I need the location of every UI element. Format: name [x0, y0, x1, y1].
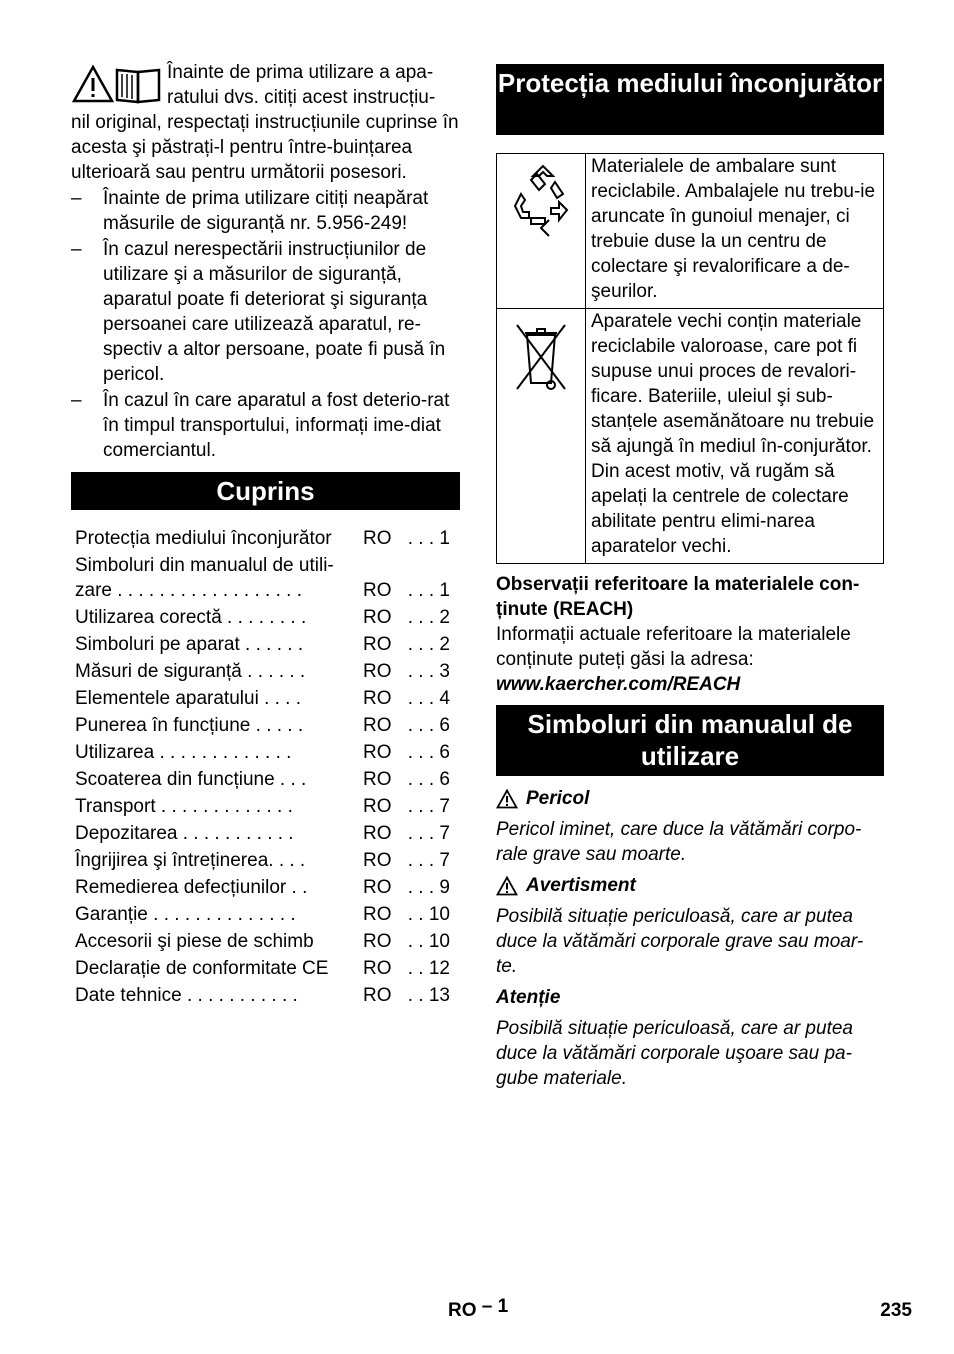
warning-text: Posibilă situație periculoasă, care ar putea duce la vătămări corporale grave sau moar-te.: [496, 906, 864, 977]
reach-heading: Observații referitoare la materialele con-ținute (REACH): [496, 574, 860, 620]
intro-section: [71, 60, 460, 185]
left-column: [71, 60, 460, 1008]
caution-text: Posibilă situație periculoasă, care ar putea duce la vătămări corporale uşoare sau pa-gube materiale.: [496, 1018, 853, 1089]
list-item: – În cazul nerespectării instrucțiunilor de utilizare şi a măsurilor de siguranță, aparatul poate fi deteriorat şi siguranța persoanei care utilizează aparatul, re-spectiv a altor persoane, poate fi pusă în pericol.: [71, 239, 446, 385]
warning-triangle-icon: [496, 876, 518, 896]
danger-label: Pericol: [526, 788, 590, 809]
toc-title: Cuprins: [71, 472, 460, 510]
recycle-text: Materialele de ambalare sunt reciclabile. Ambalajele nu trebu-ie aruncate în gunoiul menajer, ci trebuie duse la un centru de colectare şi revalorificare a de-şeurilor.: [586, 154, 884, 309]
page-number: 235: [880, 1300, 912, 1321]
toc-row[interactable]: Declarație de conformitate CE RO . . 12: [75, 958, 450, 979]
warning-heading: [496, 873, 884, 898]
recycle-cell: [497, 154, 586, 309]
safety-list: [71, 186, 460, 463]
dash-marker: –: [71, 239, 82, 260]
toc-row[interactable]: Măsuri de siguranță . . . . . . RO . . . 3: [75, 661, 450, 682]
toc-row[interactable]: Îngrijirea şi întreținerea. . . . RO . . . 7: [75, 850, 450, 871]
reach-section: [496, 572, 884, 697]
list-item: – În cazul în care aparatul a fost deterio-rat în timpul transportului, informați ime-diat comerciantul.: [71, 390, 450, 461]
toc-row[interactable]: Elementele aparatului . . . . RO . . . 4: [75, 688, 450, 709]
toc-row[interactable]: Simboluri pe aparat . . . . . . RO . . . 2: [75, 634, 450, 655]
toc-row[interactable]: Utilizarea . . . . . . . . . . . . . RO . . . 6: [75, 742, 450, 763]
reach-link[interactable]: www.kaercher.com/REACH: [496, 674, 741, 695]
toc-row[interactable]: Date tehnice . . . . . . . . . . . RO . . 13: [75, 985, 450, 1006]
environment-title: Protecția mediului înconjurător: [496, 64, 884, 135]
warning-label: Avertisment: [526, 875, 636, 896]
dash-marker: –: [71, 188, 82, 209]
weee-text: Aparatele vechi conțin materiale reciclabile valoroase, care pot fi supuse unui proces de revalori-ficare. Bateriile, uleiul şi sub-stanțele asemănătoare nu trebuie să ajungă în mediul în-conjurător. Din acest motiv, vă rugăm să apelați la centrele de colectare abilitate pentru elimi-narea aparatelor vechi.: [586, 309, 884, 564]
toc-row[interactable]: Punerea în funcțiune . . . . . RO . . . 6: [75, 715, 450, 736]
recycle-icon: [501, 154, 581, 244]
crossed-bin-icon: [501, 309, 581, 399]
toc-row[interactable]: Utilizarea corectă . . . . . . . . RO . . . 2: [75, 607, 450, 628]
intro-line-2: ratului dvs. citiți acest instrucțiu-: [167, 87, 436, 108]
list-item: – Înainte de prima utilizare citiți neapărat măsurile de siguranță nr. 5.956-249!: [71, 188, 429, 234]
caution-heading: Atenție: [496, 987, 561, 1008]
warning-manual-icon: [71, 64, 161, 104]
intro-paragraph: nil original, respectați instrucțiunile cuprinse în acesta şi păstrați-l pentru între-buințarea ulterioară sau pentru următorii posesori.: [71, 112, 459, 183]
table-row: [497, 154, 884, 309]
toc-row[interactable]: Remedierea defecțiunilor . . RO . . . 9: [75, 877, 450, 898]
danger-text: Pericol iminet, care duce la vătămări corpo-rale grave sau moarte.: [496, 819, 862, 865]
dash-marker: –: [71, 390, 82, 411]
danger-heading: [496, 786, 884, 811]
warning-triangle-icon: [496, 789, 518, 809]
right-column: [496, 64, 884, 1091]
environment-table: [496, 153, 884, 564]
table-of-contents: [71, 524, 460, 1008]
footer-section: [448, 1298, 508, 1323]
table-row: [497, 309, 884, 564]
weee-cell: [497, 309, 586, 564]
toc-row[interactable]: Protecția mediului înconjurător RO . . . 1: [75, 528, 450, 549]
symbols-title: Simboluri din manualul de utilizare: [496, 705, 884, 776]
toc-row[interactable]: Accesorii şi piese de schimb RO . . 10: [75, 931, 450, 952]
toc-row[interactable]: Transport . . . . . . . . . . . . . RO . . . 7: [75, 796, 450, 817]
footer-section-code: RO: [448, 1300, 477, 1321]
reach-text: Informații actuale referitoare la materialele conținute puteți găsi la adresa:: [496, 624, 851, 670]
toc-row[interactable]: Simboluri din manualul de utili-zare . . . . . . . . . . . . . . . . . . RO . . . 1: [75, 555, 450, 601]
intro-line-1: Înainte de prima utilizare a apa-: [167, 62, 434, 83]
toc-row[interactable]: Scoaterea din funcțiune . . . RO . . . 6: [75, 769, 450, 790]
toc-row[interactable]: Garanție . . . . . . . . . . . . . . RO . . 10: [75, 904, 450, 925]
toc-row[interactable]: Depozitarea . . . . . . . . . . . RO . . . 7: [75, 823, 450, 844]
footer-section-page: – 1: [481, 1296, 509, 1317]
